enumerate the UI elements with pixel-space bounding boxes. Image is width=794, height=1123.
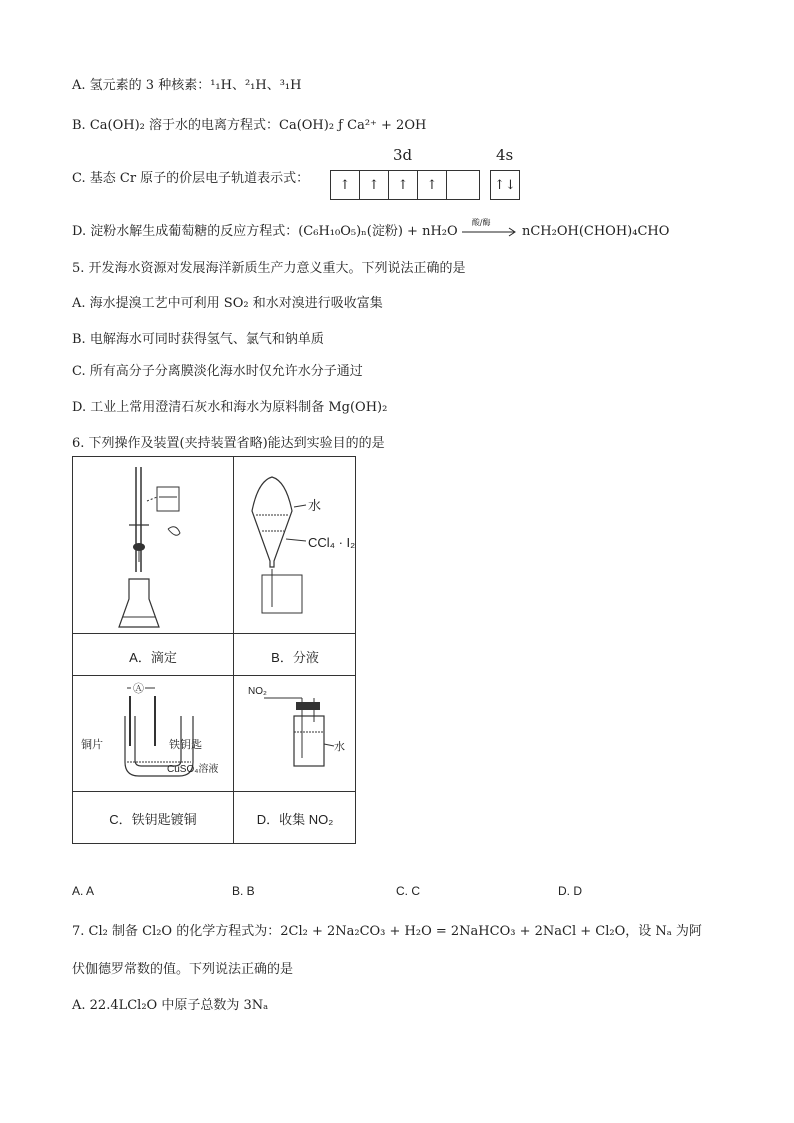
label-water-d: 水 <box>334 741 345 753</box>
titration-diagram <box>73 457 233 633</box>
label-copper-plate: 铜片 <box>81 739 103 751</box>
q6-apparatus-table <box>72 456 356 844</box>
label-water: 水 <box>308 498 322 513</box>
q4-option-d <box>72 217 670 239</box>
q4-option-a-text: A. 氢元素的 3 种核素： <box>72 78 211 93</box>
label-ccl4-i2: CCl₄ · I₂ <box>308 535 356 550</box>
q5-option-b: B. 电解海水可同时获得氢气、氯气和钠单质 <box>72 332 324 347</box>
orbital-3d-cell: ↑ <box>331 171 360 199</box>
label-no2: NO₂ <box>248 686 267 697</box>
orbital-4s-label: 4s <box>496 146 514 164</box>
electroplating-diagram <box>73 676 233 791</box>
caption-b: B．分液 <box>271 650 319 665</box>
reaction-arrow <box>462 217 518 239</box>
orbital-3d-cell: ↑ <box>418 171 447 199</box>
orbital-3d-cell: ↑ <box>389 171 418 199</box>
q6-option-a: A. A <box>72 884 95 898</box>
orbital-4s-box <box>490 170 520 200</box>
q4-option-a <box>72 74 301 93</box>
caption-a: A．滴定 <box>129 650 177 665</box>
caption-d: D．收集 NO₂ <box>256 812 334 827</box>
orbital-3d-cell: ↑ <box>360 171 389 199</box>
q4-option-b: B. Ca(OH)₂ 溶于水的电离方程式：Ca(OH)₂ ƒ Ca²⁺ + 2OH <box>72 118 427 133</box>
q5-option-c: C. 所有高分子分离膜淡化海水时仅允许水分子通过 <box>72 364 363 379</box>
arrow-icon <box>462 225 518 239</box>
reaction-condition: 酸/酶 <box>471 217 491 227</box>
label-cuso4: CuSO₄溶液 <box>167 764 219 775</box>
q4-option-a-formula: ¹₁H、²₁H、³₁H <box>210 78 302 93</box>
ammeter-icon: Ⓐ <box>133 683 144 695</box>
q5-option-a: A. 海水提溴工艺中可利用 SO₂ 和水对溴进行吸收富集 <box>72 296 383 311</box>
q6-option-b: B. B <box>232 884 255 898</box>
q6-stem: 6. 下列操作及装置(夹持装置省略)能达到实验目的的是 <box>72 436 385 451</box>
orbital-3d-box <box>330 170 480 200</box>
orbital-4s-cell: ↑↓ <box>494 177 516 193</box>
caption-c: C．铁钥匙镀铜 <box>109 812 197 827</box>
q6-option-d: D. D <box>558 884 582 898</box>
gas-collection-diagram <box>234 676 356 791</box>
q6-option-c: C. C <box>396 884 420 898</box>
q5-stem: 5. 开发海水资源对发展海洋新质生产力意义重大。下列说法正确的是 <box>72 261 466 276</box>
separatory-funnel-diagram <box>234 457 356 633</box>
q4-option-c: C. 基态 Cr 原子的价层电子轨道表示式： <box>72 171 310 186</box>
q7-stem-line2: 伏伽德罗常数的值。下列说法正确的是 <box>72 962 294 977</box>
orbital-3d-label: 3d <box>393 146 413 164</box>
q5-option-d: D. 工业上常用澄清石灰水和海水为原料制备 Mg(OH)₂ <box>72 400 388 415</box>
q4-option-d-product: nCH₂OH(CHOH)₄CHO <box>521 224 670 239</box>
q7-option-a: A. 22.4LCl₂O 中原子总数为 3Nₐ <box>72 998 269 1013</box>
label-iron-key: 铁钥匙 <box>169 739 202 751</box>
q7-stem-line1: 7. Cl₂ 制备 Cl₂O 的化学方程式为：2Cl₂ + 2Na₂CO₃ + H₂O = 2NaHCO₃ + 2NaCl + Cl₂O，设 Nₐ 为阿 <box>72 924 702 939</box>
q4-option-d-text: D. 淀粉水解生成葡萄糖的反应方程式：(C₆H₁₀O₅)ₙ(淀粉) + nH₂O <box>72 224 458 239</box>
orbital-3d-cell <box>447 171 479 199</box>
